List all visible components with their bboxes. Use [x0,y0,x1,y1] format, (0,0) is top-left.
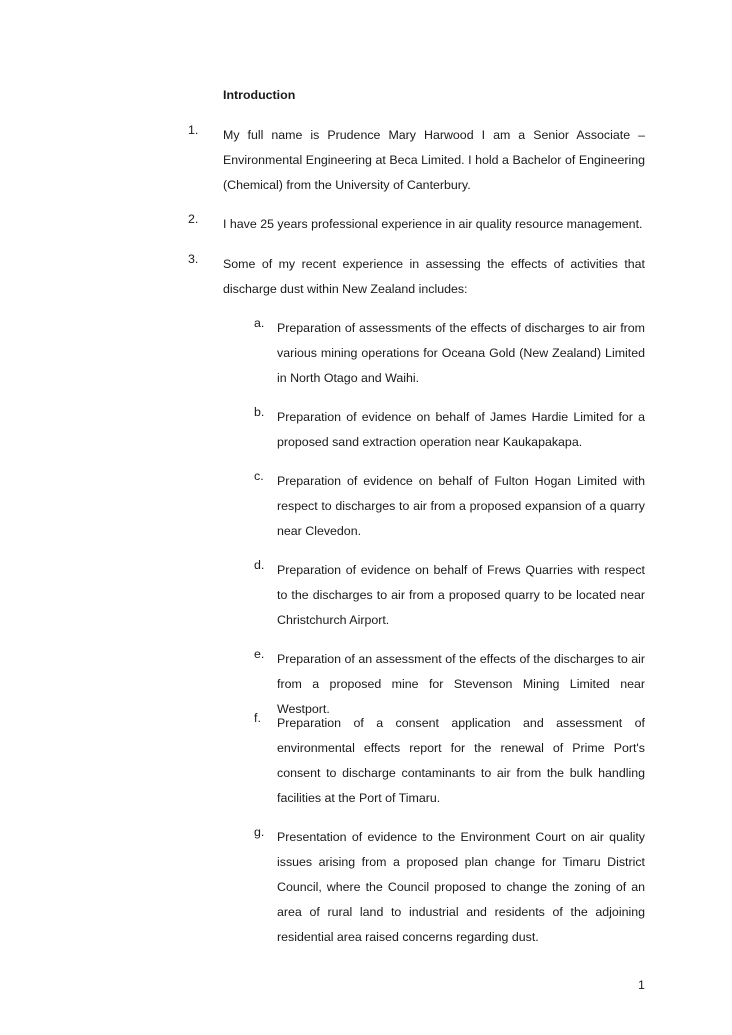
paragraph-text: I have 25 years professional experience in air quality resource management. [223,217,643,231]
paragraph-number: 3. [188,252,199,266]
subitem-a [254,316,645,391]
paragraph-1 [188,123,645,198]
paragraph-2 [188,212,645,237]
section-heading: Introduction [223,88,296,102]
subitem-letter: c. [254,469,264,483]
subitem-text: Preparation of evidence on behalf of Frews Quarries with respect to the discharges to air from a proposed quarry to be located near Christchurch Airport. [277,563,645,627]
subitem-f [254,711,645,811]
subitem-g [254,825,645,950]
paragraph-3 [188,252,645,302]
page-number: 1 [638,978,645,992]
subitem-text: Preparation of evidence on behalf of James Hardie Limited for a proposed sand extraction operation near Kaukapakapa. [277,410,645,449]
subitem-letter: a. [254,316,265,330]
subitem-text: Preparation of evidence on behalf of Fulton Hogan Limited with respect to discharges to air from a proposed expansion of a quarry near Clevedon. [277,474,645,538]
paragraph-text: Some of my recent experience in assessing the effects of activities that discharge dust within New Zealand includes: [223,257,645,296]
paragraph-number: 2. [188,212,199,226]
subitem-letter: b. [254,405,265,419]
subitem-letter: e. [254,647,265,661]
paragraph-text: My full name is Prudence Mary Harwood I am a Senior Associate – Environmental Engineering at Beca Limited. I hold a Bachelor of Engineering (Chemical) from the University of Canterbury. [223,128,645,192]
subitem-text: Preparation of a consent application and assessment of environmental effects report for the renewal of Prime Port's consent to discharge contaminants to air from the bulk handling facilities at the Port of Timaru. [277,716,645,805]
subitem-c [254,469,645,544]
subitem-text: Presentation of evidence to the Environment Court on air quality issues arising from a proposed plan change for Timaru District Council, where the Council proposed to change the zoning of an area of rural land to industrial and residents of the adjoining residential area raised concerns regarding dust. [277,830,645,944]
subitem-d [254,558,645,633]
paragraph-number: 1. [188,123,199,137]
subitem-letter: g. [254,825,265,839]
subitem-letter: f. [254,711,261,725]
subitem-text: Preparation of assessments of the effects of discharges to air from various mining operations for Oceana Gold (New Zealand) Limited in North Otago and Waihi. [277,321,645,385]
subitem-text: Preparation of an assessment of the effects of the discharges to air from a proposed mine for Stevenson Mining Limited near Westport. [277,652,645,716]
subitem-b [254,405,645,455]
subitem-letter: d. [254,558,265,572]
